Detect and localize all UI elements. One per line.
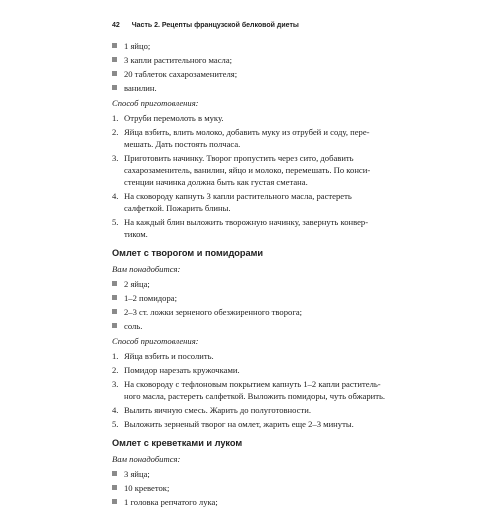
ingredient-item: 1 головка репчатого лука; <box>112 496 390 508</box>
running-head <box>112 22 299 29</box>
ingredient-item: 3 капли растительного масла; <box>112 54 390 66</box>
step-item: 4. На сковороду капнуть 3 капли растительного масла, растереть салфеткой. Пожарить блины. <box>112 191 352 213</box>
ingredient-item: 2–3 ст. ложки зерненого обезжиренного творога; <box>112 306 390 318</box>
ingredient-item: 2 яйца; <box>112 278 390 290</box>
page-number: 42 <box>112 22 120 29</box>
step-item: 1. Яйца взбить и посолить. <box>112 351 214 361</box>
step-item: 3. На сковороду с тефлоновым покрытием капнуть 1–2 капли раститель- ного масла, растереть салфеткой. Выложить помидоры, чуть обжарить. <box>112 379 386 401</box>
ingredient-item: 1 яйцо; <box>112 40 390 52</box>
square-bullet-icon <box>112 323 117 328</box>
ingredient-item: 3 яйца; <box>112 468 390 480</box>
square-bullet-icon <box>112 71 117 76</box>
square-bullet-icon <box>112 57 117 62</box>
running-title: Часть 2. Рецепты французской белковой диеты <box>131 22 299 29</box>
step-item: 1. Отруби перемолоть в муку. <box>112 113 224 123</box>
square-bullet-icon <box>112 485 117 490</box>
step-item: 3. Приготовить начинку. Творог пропустить через сито, добавить сахарозаменитель, ванилин, яйцо и молоко, перемешать. По конси- стенции начинка должна быть как густая сметана. <box>112 153 371 187</box>
ingredient-item: 1–2 помидора; <box>112 292 390 304</box>
recipe-title: Омлет с творогом и помидорами <box>112 248 264 258</box>
step-item: 2. Яйца взбить, влить молоко, добавить муку из отрубей и соду, пере- мешать. Дать постоять полчаса. <box>112 127 370 149</box>
square-bullet-icon <box>112 295 117 300</box>
square-bullet-icon <box>112 471 117 476</box>
ingredient-item: 10 креветок; <box>112 482 390 494</box>
step-item: 2. Помидор нарезать кружочками. <box>112 365 240 375</box>
step-item: 5. Выложить зерненый творог на омлет, жарить еще 2–3 минуты. <box>112 419 354 429</box>
step-item: 4. Вылить яичную смесь. Жарить до полуготовности. <box>112 405 311 415</box>
square-bullet-icon <box>112 43 117 48</box>
method-label: Способ приготовления: <box>112 336 199 346</box>
recipe-title: Омлет с креветками и луком <box>112 438 243 448</box>
ingredients-label: Вам понадобится: <box>112 454 181 464</box>
ingredient-item: соль. <box>112 320 390 332</box>
step-item: 5. На каждый блин выложить творожную начинку, завернуть конвер- тиком. <box>112 217 369 239</box>
square-bullet-icon <box>112 85 117 90</box>
ingredient-item: 20 таблеток сахарозаменителя; <box>112 68 390 80</box>
ingredients-label: Вам понадобится: <box>112 264 181 274</box>
ingredient-item: ванилин. <box>112 82 390 94</box>
square-bullet-icon <box>112 309 117 314</box>
page-content <box>112 40 390 510</box>
square-bullet-icon <box>112 281 117 286</box>
method-label: Способ приготовления: <box>112 98 199 108</box>
